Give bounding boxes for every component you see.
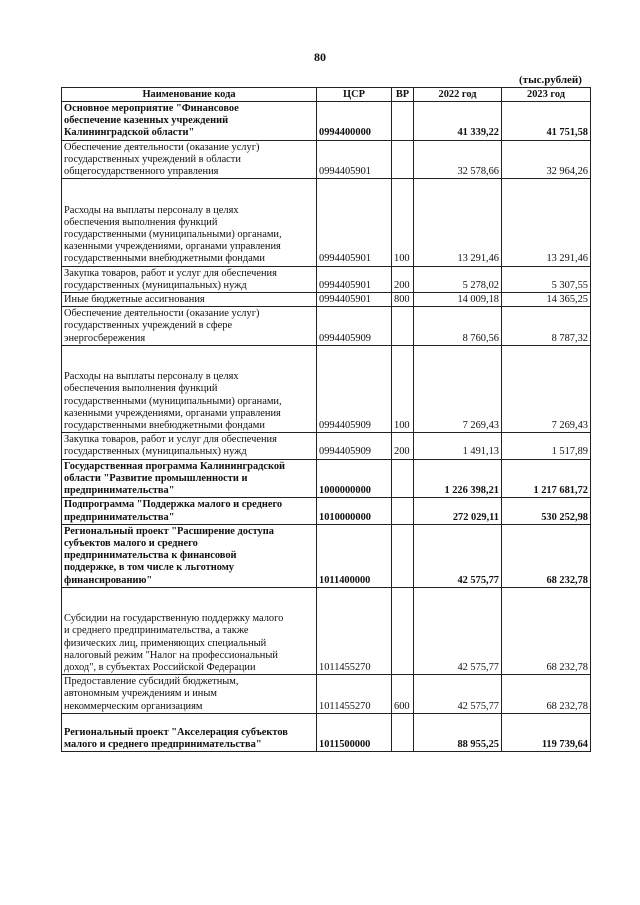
row-name bbox=[62, 266, 317, 292]
page-number: 80 bbox=[314, 50, 326, 64]
row-name bbox=[62, 459, 317, 498]
row-name-line: предпринимательства к финансовой bbox=[64, 550, 237, 562]
row-2022: 272 029,11 bbox=[414, 498, 502, 524]
table-row bbox=[62, 498, 591, 524]
row-vr: 100 bbox=[392, 345, 414, 432]
row-vr: 800 bbox=[392, 293, 414, 307]
row-name-line: и среднего предпринимательства, а также bbox=[64, 625, 249, 637]
row-name bbox=[62, 433, 317, 459]
row-name-line: Государственная программа Калининградской bbox=[64, 460, 286, 472]
row-2023: 8 787,32 bbox=[502, 307, 591, 346]
row-vr bbox=[392, 498, 414, 524]
row-name-line: Региональный проект "Акселерация субъектов bbox=[64, 726, 288, 738]
row-csr: 0994405909 bbox=[317, 433, 392, 459]
row-csr: 1011455270 bbox=[317, 675, 392, 714]
row-2023: 119 739,64 bbox=[502, 713, 591, 752]
row-name-line: субъектов малого и среднего bbox=[64, 537, 198, 549]
row-vr: 200 bbox=[392, 433, 414, 459]
table-header-row bbox=[62, 88, 591, 102]
row-name-line: Калининградской области" bbox=[64, 127, 195, 139]
row-vr bbox=[392, 459, 414, 498]
row-vr: 100 bbox=[392, 179, 414, 266]
table-row bbox=[62, 179, 591, 266]
table-row bbox=[62, 102, 591, 141]
row-name bbox=[62, 498, 317, 524]
row-2022: 32 578,66 bbox=[414, 140, 502, 179]
row-2023: 41 751,58 bbox=[502, 102, 591, 141]
table-row bbox=[62, 459, 591, 498]
row-name-line: государственных учреждений в сфере bbox=[64, 320, 233, 332]
row-name-line: финансированию" bbox=[64, 574, 153, 586]
row-name-line bbox=[64, 589, 314, 601]
row-name-line: доход", в субъектах Российской Федерации bbox=[64, 661, 256, 673]
row-2022: 5 278,02 bbox=[414, 266, 502, 292]
table-row bbox=[62, 293, 591, 307]
row-name bbox=[62, 713, 317, 752]
header-csr: ЦСР bbox=[317, 88, 392, 102]
row-csr: 1010000000 bbox=[317, 498, 392, 524]
row-2023: 68 232,78 bbox=[502, 524, 591, 587]
row-name-line: налоговый режим "Налог на профессиональный bbox=[64, 649, 278, 661]
header-vr: ВР bbox=[392, 88, 414, 102]
row-name-line: поддержке, в том числе к льготному bbox=[64, 562, 234, 574]
table-row bbox=[62, 307, 591, 346]
row-csr: 0994405901 bbox=[317, 266, 392, 292]
row-name-line: Закупка товаров, работ и услуг для обеспечения bbox=[64, 267, 277, 279]
row-2022: 42 575,77 bbox=[414, 587, 502, 674]
header-2022: 2022 год bbox=[414, 88, 502, 102]
row-name-line: физических лиц, применяющих специальный bbox=[64, 637, 267, 649]
row-name-line: государственных (муниципальных) нужд bbox=[64, 279, 247, 291]
row-name-line: Субсидии на государственную поддержку малого bbox=[64, 613, 284, 625]
budget-table bbox=[61, 87, 591, 752]
units-label: (тыс.рублей) bbox=[519, 74, 582, 86]
row-csr: 0994405901 bbox=[317, 293, 392, 307]
row-2023: 1 217 681,72 bbox=[502, 459, 591, 498]
row-2022: 14 009,18 bbox=[414, 293, 502, 307]
row-name-line bbox=[64, 715, 314, 727]
table-row bbox=[62, 140, 591, 179]
row-name-line: государственными внебюджетными фондами bbox=[64, 253, 265, 265]
row-name-line: области "Развитие промышленности и bbox=[64, 472, 248, 484]
row-2022: 7 269,43 bbox=[414, 345, 502, 432]
row-csr: 0994405901 bbox=[317, 179, 392, 266]
row-name bbox=[62, 140, 317, 179]
row-csr: 1011500000 bbox=[317, 713, 392, 752]
row-2022: 42 575,77 bbox=[414, 524, 502, 587]
row-csr: 0994405909 bbox=[317, 307, 392, 346]
row-vr: 200 bbox=[392, 266, 414, 292]
row-name-line bbox=[64, 359, 314, 371]
row-name-line bbox=[64, 347, 314, 359]
row-2023: 13 291,46 bbox=[502, 179, 591, 266]
header-name: Наименование кода bbox=[62, 88, 317, 102]
row-name-line: общегосударственного управления bbox=[64, 166, 219, 178]
row-name-line: государственных учреждений в области bbox=[64, 153, 241, 165]
table-row bbox=[62, 433, 591, 459]
row-csr: 1000000000 bbox=[317, 459, 392, 498]
row-csr: 0994405909 bbox=[317, 345, 392, 432]
row-name bbox=[62, 587, 317, 674]
row-name bbox=[62, 524, 317, 587]
row-vr bbox=[392, 307, 414, 346]
row-vr bbox=[392, 713, 414, 752]
row-name bbox=[62, 307, 317, 346]
table-row bbox=[62, 345, 591, 432]
row-2023: 68 232,78 bbox=[502, 675, 591, 714]
row-2023: 68 232,78 bbox=[502, 587, 591, 674]
row-name-line: Расходы на выплаты персоналу в целях bbox=[64, 371, 239, 383]
table-row bbox=[62, 266, 591, 292]
row-2022: 1 491,13 bbox=[414, 433, 502, 459]
row-name-line: государственными (муниципальными) органами, bbox=[64, 395, 282, 407]
row-name-line: предпринимательства" bbox=[64, 485, 175, 497]
row-csr: 0994405901 bbox=[317, 140, 392, 179]
row-vr bbox=[392, 524, 414, 587]
row-csr: 1011455270 bbox=[317, 587, 392, 674]
row-name-line: Предоставление субсидий бюджетным, bbox=[64, 676, 239, 688]
row-name-line: Обеспечение деятельности (оказание услуг) bbox=[64, 141, 260, 153]
row-vr bbox=[392, 102, 414, 141]
row-2022: 42 575,77 bbox=[414, 675, 502, 714]
row-2023: 1 517,89 bbox=[502, 433, 591, 459]
table-row bbox=[62, 675, 591, 714]
row-vr bbox=[392, 587, 414, 674]
row-name bbox=[62, 102, 317, 141]
table-row bbox=[62, 524, 591, 587]
row-name-line: казенными учреждениями, органами управления bbox=[64, 407, 281, 419]
row-name-line: Региональный проект "Расширение доступа bbox=[64, 525, 274, 537]
row-name-line: казенными учреждениями, органами управления bbox=[64, 241, 281, 253]
row-2022: 1 226 398,21 bbox=[414, 459, 502, 498]
row-2023: 14 365,25 bbox=[502, 293, 591, 307]
row-name-line: государственных (муниципальных) нужд bbox=[64, 446, 247, 458]
row-2023: 530 252,98 bbox=[502, 498, 591, 524]
row-name-line: обеспечения выполнения функций bbox=[64, 383, 218, 395]
row-name bbox=[62, 179, 317, 266]
table-row bbox=[62, 713, 591, 752]
row-csr: 1011400000 bbox=[317, 524, 392, 587]
table-row bbox=[62, 587, 591, 674]
row-name-line: Обеспечение деятельности (оказание услуг) bbox=[64, 308, 260, 320]
row-2022: 13 291,46 bbox=[414, 179, 502, 266]
row-name-line: Основное мероприятие "Финансовое bbox=[64, 103, 239, 114]
row-vr bbox=[392, 140, 414, 179]
row-name-line: Подпрограмма "Поддержка малого и среднего bbox=[64, 499, 283, 511]
row-2022: 41 339,22 bbox=[414, 102, 502, 141]
row-2022: 8 760,56 bbox=[414, 307, 502, 346]
row-name-line bbox=[64, 192, 314, 204]
row-name-line bbox=[64, 180, 314, 192]
row-name-line bbox=[64, 601, 314, 613]
row-name bbox=[62, 293, 317, 307]
row-2023: 32 964,26 bbox=[502, 140, 591, 179]
header-2023: 2023 год bbox=[502, 88, 591, 102]
row-name-line: обеспечения выполнения функций bbox=[64, 216, 218, 228]
row-name-line: Иные бюджетные ассигнования bbox=[64, 294, 205, 306]
row-name-line: автономным учреждениям и иным bbox=[64, 688, 217, 700]
row-name-line: энергосбережения bbox=[64, 332, 146, 344]
row-2022: 88 955,25 bbox=[414, 713, 502, 752]
row-name-line: предпринимательства" bbox=[64, 511, 175, 523]
row-name-line: малого и среднего предпринимательства" bbox=[64, 739, 262, 751]
row-name-line: некоммерческим организациям bbox=[64, 700, 203, 712]
row-vr: 600 bbox=[392, 675, 414, 714]
row-name bbox=[62, 675, 317, 714]
row-name-line: государственными (муниципальными) органами, bbox=[64, 229, 282, 241]
row-name-line: обеспечение казенных учреждений bbox=[64, 115, 229, 127]
row-name-line: Закупка товаров, работ и услуг для обеспечения bbox=[64, 434, 277, 446]
row-csr: 0994400000 bbox=[317, 102, 392, 141]
row-name-line: Расходы на выплаты персоналу в целях bbox=[64, 204, 239, 216]
row-2023: 5 307,55 bbox=[502, 266, 591, 292]
row-name-line: государственными внебюджетными фондами bbox=[64, 420, 265, 432]
row-2023: 7 269,43 bbox=[502, 345, 591, 432]
row-name bbox=[62, 345, 317, 432]
